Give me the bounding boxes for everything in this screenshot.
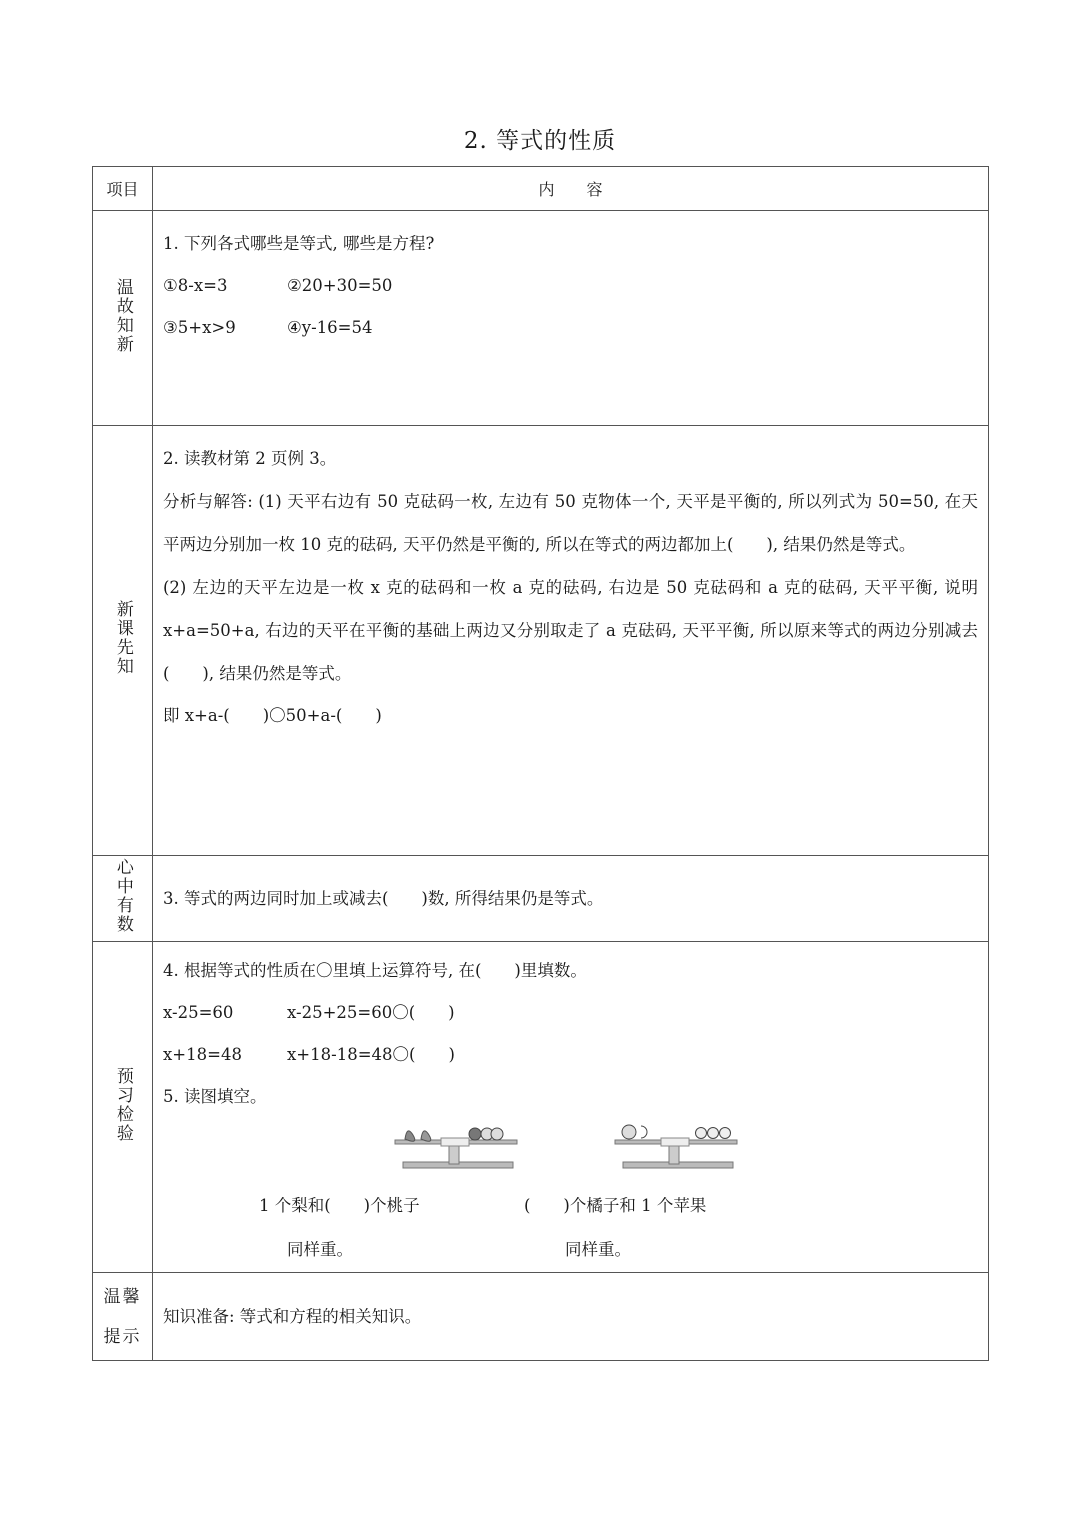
- tips-text: 知识准备: 等式和方程的相关知识。: [163, 1306, 422, 1326]
- same-weight-2: 同样重。: [565, 1240, 631, 1259]
- equation-2-step: x+18-18=48〇( ): [287, 1045, 455, 1064]
- analysis-paragraph-2: (2) 左边的天平左边是一枚 x 克的砝码和一枚 a 克的砝码, 右边是 50 克砝码和 a 克的砝码, 天平平衡, 说明 x+a=50+a, 右边的天平在平衡的基础上两边又分别取走了 a 克砝码, 天平平衡, 所以原来等式的两边分别减去( ), 结果仍然是等式。: [163, 578, 978, 683]
- equation-1: x-25=60: [163, 1003, 234, 1022]
- question-2: 2. 读教材第 2 页例 3。: [163, 449, 337, 468]
- mind-label: 心中有数: [112, 858, 133, 934]
- balance-scale-pears-peaches-icon: [393, 1122, 523, 1178]
- question-4: 4. 根据等式的性质在〇里填上运算符号, 在( )里填数。: [163, 961, 587, 980]
- item-2: ②20+30=50: [287, 276, 393, 295]
- review-label: 温故知新: [112, 277, 133, 354]
- same-weight-1: 同样重。: [287, 1240, 353, 1259]
- newlesson-label-cell: [93, 426, 153, 856]
- tips-content: [153, 1273, 989, 1361]
- tips-label-cell: [93, 1273, 153, 1361]
- review-row: [93, 211, 989, 426]
- question-1: 1. 下列各式哪些是等式, 哪些是方程?: [163, 234, 435, 253]
- question-5: 5. 读图填空。: [163, 1087, 267, 1106]
- newlesson-label: 新课先知: [112, 600, 133, 676]
- review-label-cell: [93, 211, 153, 426]
- item-1: ①8-x=3: [163, 276, 228, 295]
- analysis-equation: 即 x+a-( )〇50+a-( ): [163, 706, 382, 725]
- balance-pictures: [163, 1122, 978, 1184]
- mind-label-cell: [93, 856, 153, 942]
- preview-label: 预习检验: [112, 1066, 133, 1143]
- analysis-paragraph-1: 分析与解答: (1) 天平右边有 50 克砝码一枚, 左边有 50 克物体一个, 天平是平衡的, 所以列式为 50=50, 在天平两边分别加一枚 10 克的砝码, 天平仍然是平衡的, 所以在等式的两边都加上( ), 结果仍然是等式。: [163, 492, 978, 554]
- lesson-table: [92, 166, 989, 1361]
- fill-blank-2: ( )个橘子和 1 个苹果: [524, 1196, 707, 1215]
- preview-content: [153, 942, 989, 1273]
- preview-row: [93, 942, 989, 1273]
- balance-scale-apple-oranges-icon: [613, 1122, 743, 1178]
- page-title: 2. 等式的性质: [463, 128, 617, 154]
- header-content: 内 容: [153, 167, 989, 211]
- preview-label-cell: [93, 942, 153, 1273]
- mind-row: [93, 856, 989, 942]
- header-row: [93, 167, 989, 211]
- header-item: 项目: [93, 167, 153, 211]
- fill-blank-1: 1 个梨和( )个桃子: [259, 1196, 420, 1215]
- question-3: 3. 等式的两边同时加上或减去( )数, 所得结果仍是等式。: [163, 888, 604, 908]
- newlesson-row: [93, 426, 989, 856]
- tips-label: 温馨提示: [103, 1286, 142, 1347]
- review-content: [153, 211, 989, 426]
- tips-row: [93, 1273, 989, 1361]
- newlesson-content: [153, 426, 989, 856]
- mind-content: [153, 856, 989, 942]
- item-4: ④y-16=54: [287, 318, 373, 337]
- item-3: ③5+x>9: [163, 318, 236, 337]
- equation-1-step: x-25+25=60〇( ): [287, 1003, 455, 1022]
- equation-2: x+18=48: [163, 1045, 242, 1064]
